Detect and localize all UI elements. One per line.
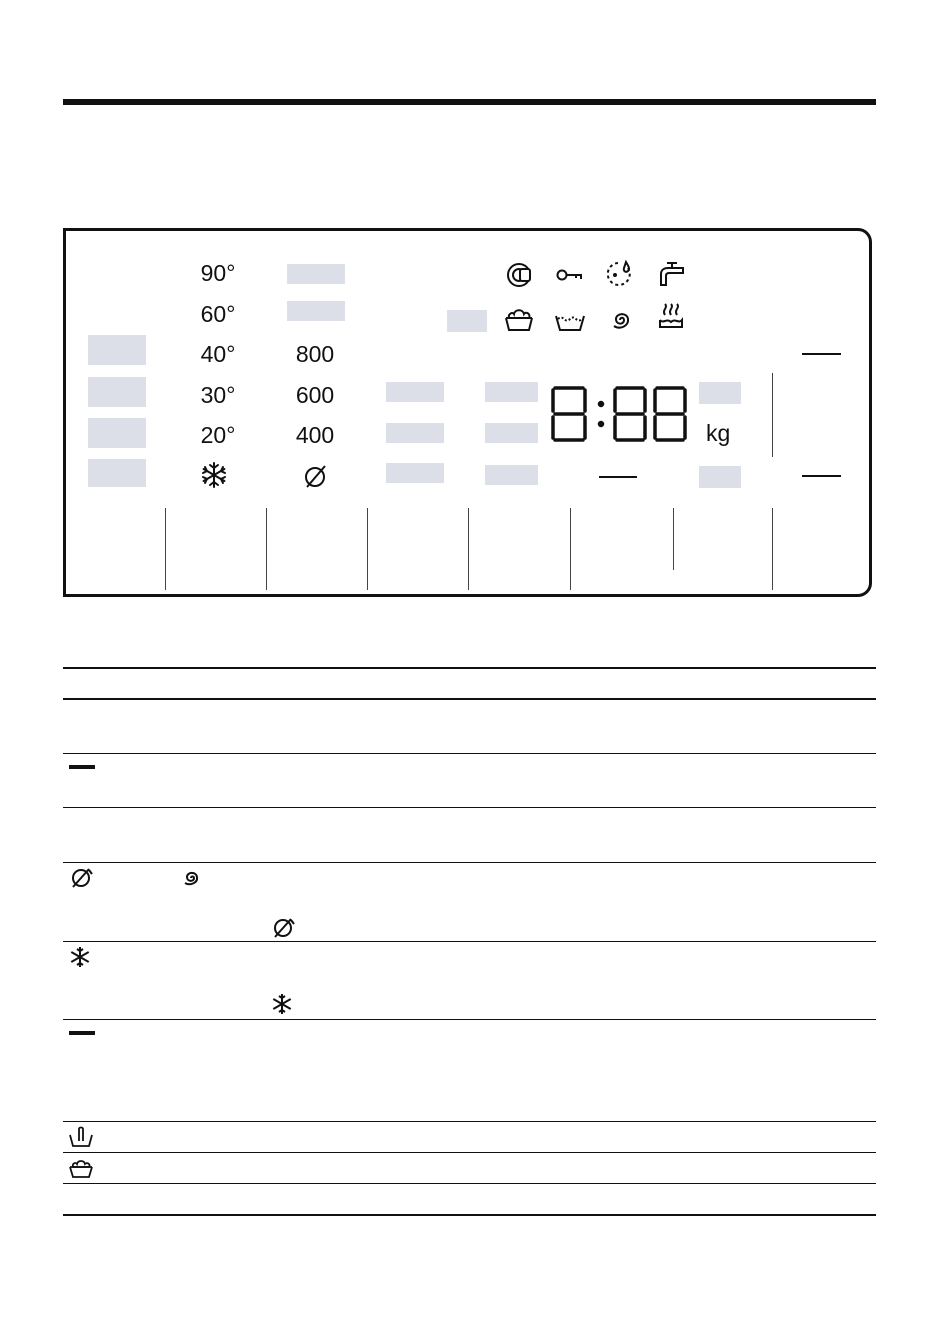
header-rule xyxy=(63,99,876,105)
dash-line xyxy=(802,475,841,477)
table-rule xyxy=(63,1183,876,1184)
no-spin-icon xyxy=(270,916,298,940)
label-box xyxy=(485,465,538,485)
steam-icon xyxy=(655,302,687,334)
child-lock-icon xyxy=(502,258,536,292)
label-box xyxy=(485,382,538,402)
no-spin-icon xyxy=(301,462,329,490)
soak-icon xyxy=(553,306,587,334)
spiral-icon xyxy=(177,866,205,890)
label-box xyxy=(447,310,487,332)
label-box xyxy=(88,418,146,448)
divider xyxy=(673,508,674,570)
spin-spiral-icon xyxy=(605,304,635,334)
temperature-90: 90° xyxy=(200,260,236,286)
dash-icon xyxy=(69,1031,95,1035)
dash-line xyxy=(599,476,637,478)
table-rule xyxy=(63,941,876,942)
temperature-60: 60° xyxy=(200,301,236,327)
weight-unit: kg xyxy=(706,420,731,446)
rinse-hold-icon xyxy=(67,1125,95,1149)
table-rule xyxy=(63,1121,876,1122)
stain-icon xyxy=(604,258,636,290)
table-rule xyxy=(63,862,876,863)
label-box xyxy=(386,463,444,483)
display-digits-text xyxy=(550,388,551,389)
no-spin-icon xyxy=(68,866,96,890)
temperature-30: 30° xyxy=(200,382,236,408)
label-box xyxy=(287,301,345,321)
label-box xyxy=(386,423,444,443)
prewash-icon xyxy=(67,1156,95,1180)
snowflake-icon xyxy=(199,460,229,490)
table-rule xyxy=(63,1214,876,1216)
dash-line xyxy=(802,353,841,355)
table-rule xyxy=(63,1019,876,1020)
table-rule xyxy=(63,807,876,808)
label-box xyxy=(699,466,741,488)
spin-600: 600 xyxy=(295,382,335,408)
table-rule xyxy=(63,1152,876,1153)
time-display xyxy=(549,384,689,444)
table-rule xyxy=(63,667,876,669)
snowflake-icon xyxy=(268,992,296,1016)
label-box xyxy=(485,423,538,443)
spin-400: 400 xyxy=(295,422,335,448)
table-rule xyxy=(63,753,876,754)
divider xyxy=(165,508,166,590)
label-box xyxy=(386,382,444,402)
dash-icon xyxy=(69,765,95,769)
label-box xyxy=(88,459,146,487)
divider xyxy=(772,373,773,457)
table-rule xyxy=(63,698,876,700)
label-box xyxy=(699,382,741,404)
divider xyxy=(772,508,773,590)
label-box xyxy=(88,377,146,407)
divider xyxy=(266,508,267,590)
label-box xyxy=(287,264,345,284)
spin-800: 800 xyxy=(295,341,335,367)
temperature-40: 40° xyxy=(200,341,236,367)
snowflake-icon xyxy=(66,945,94,969)
label-box xyxy=(88,335,146,365)
divider xyxy=(570,508,571,590)
door-lock-icon xyxy=(555,262,585,288)
divider xyxy=(367,508,368,590)
prewash-icon xyxy=(502,304,536,334)
temperature-20: 20° xyxy=(200,422,236,448)
tap-icon xyxy=(655,258,687,290)
divider xyxy=(468,508,469,590)
